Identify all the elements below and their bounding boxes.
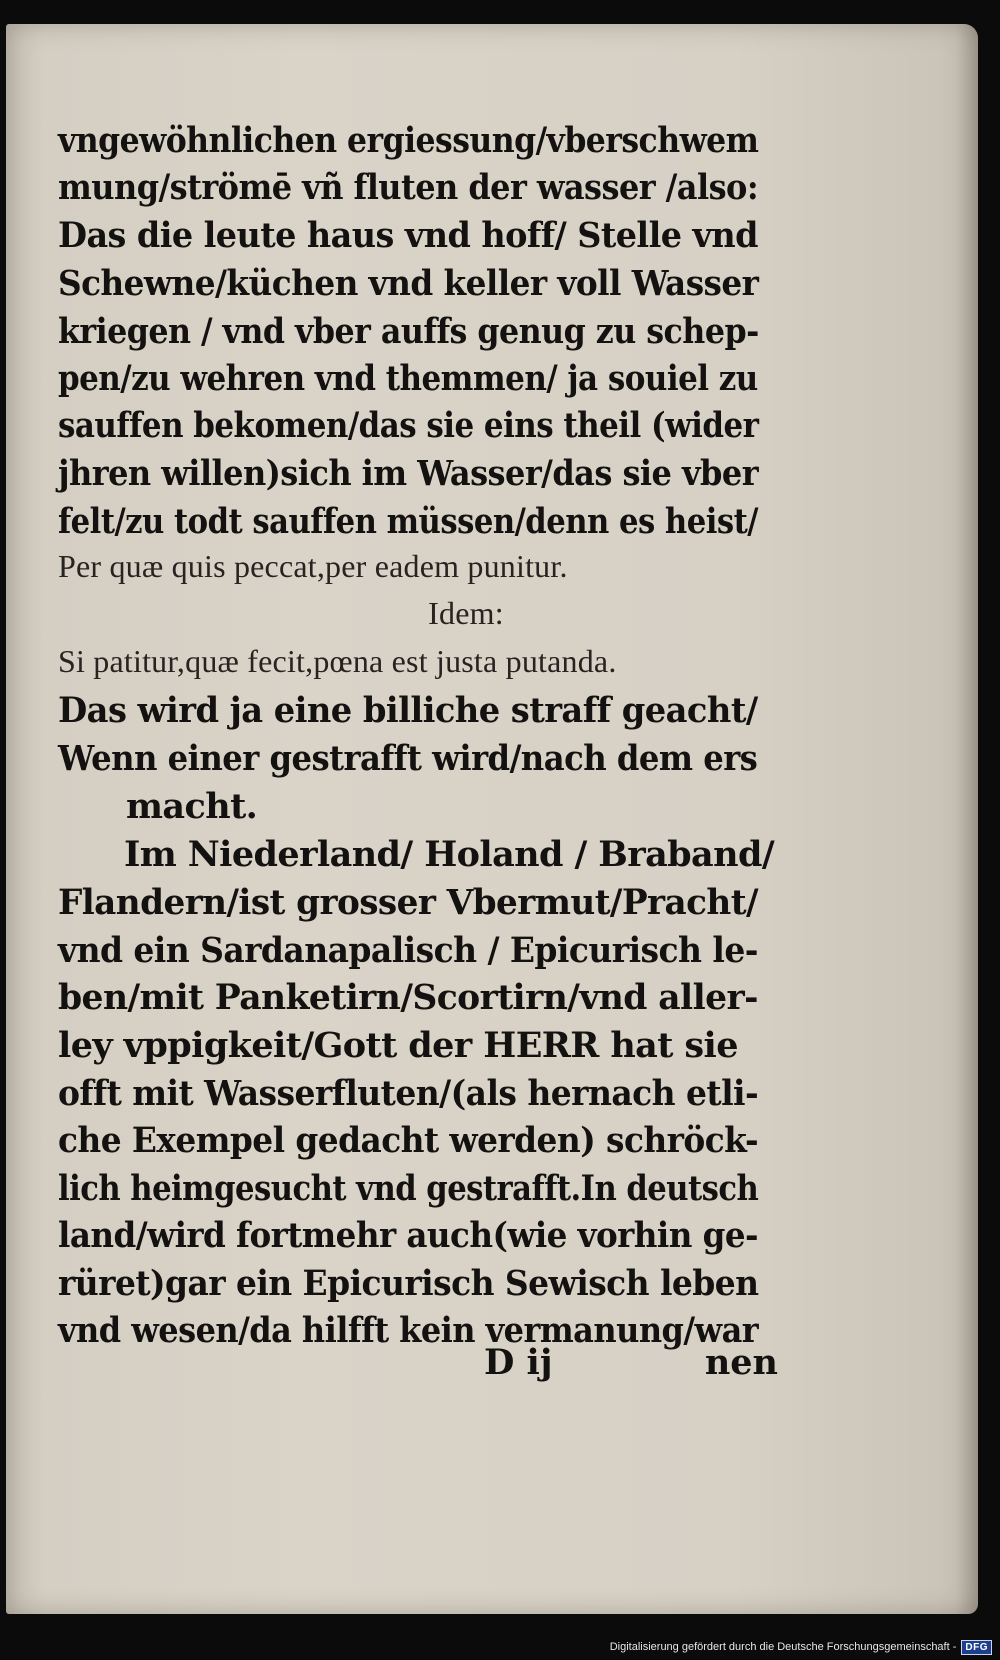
paragraph-line: ley vppigkeit/Gott der HERR hat sie bbox=[58, 1025, 738, 1066]
text-line: Das die leute haus vnd hoff/ Stelle vnd bbox=[58, 215, 758, 256]
digitization-credit bbox=[610, 1638, 992, 1656]
text-line: vngewöhnlichen ergiessung/vberschwem bbox=[58, 120, 759, 161]
text-line: Schewne/küchen vnd keller voll Wasser bbox=[58, 263, 759, 304]
text-line: sauffen bekomen/das sie eins theil (wider bbox=[58, 405, 759, 446]
verse-line: Das wird ja eine billiche straff geacht/ bbox=[58, 690, 758, 731]
paragraph-line: rüret)gar ein Epicurisch Sewisch leben bbox=[58, 1263, 759, 1304]
paragraph-line: vnd ein Sardanapalisch / Epicurisch le- bbox=[58, 930, 758, 971]
signature-mark: D ij bbox=[484, 1342, 553, 1383]
paragraph-line: che Exempel gedacht werden) schröck- bbox=[58, 1120, 759, 1161]
verse-line: macht. bbox=[126, 786, 258, 827]
credit-text: Digitalisierung gefördert durch die Deutsche Forschungsgemeinschaft - bbox=[609, 1641, 957, 1653]
catchword: nen bbox=[704, 1342, 778, 1383]
paragraph-line: land/wird fortmehr auch(wie vorhin ge- bbox=[58, 1215, 758, 1256]
latin-quote-2: Si patitur,quæ fecit,pœna est justa putanda. bbox=[58, 643, 617, 679]
paragraph-line: ben/mit Panketirn/Scortirn/vnd aller- bbox=[58, 977, 758, 1018]
idem-heading: Idem: bbox=[428, 595, 504, 631]
text-line: felt/zu todt sauffen müssen/denn es heist/ bbox=[58, 501, 758, 542]
dfg-logo-icon: DFG bbox=[961, 1640, 992, 1655]
latin-quote-1: Per quæ quis peccat,per eadem punitur. bbox=[58, 548, 568, 584]
paragraph-line: Im Niederland/ Holand / Braband/ bbox=[124, 834, 775, 875]
page-foot bbox=[58, 1342, 778, 1392]
paragraph-line: lich heimgesucht vnd gestrafft.In deutsch bbox=[58, 1168, 759, 1209]
paragraph-line: Flandern/ist grosser Vbermut/Pracht/ bbox=[58, 882, 758, 923]
paragraph-line: vnd wesen/da hilfft kein vermanung/war bbox=[58, 1310, 759, 1351]
text-line: kriegen / vnd vber auffs genug zu schep- bbox=[58, 311, 759, 352]
verse-line: Wenn einer gestrafft wird/nach dem ers bbox=[58, 738, 758, 779]
paragraph-line: offt mit Wasserfluten/(als hernach etli- bbox=[58, 1073, 759, 1114]
text-line: jhren willen)sich im Wasser/das sie vber bbox=[58, 453, 759, 494]
book-page bbox=[6, 24, 978, 1614]
text-line: pen/zu wehren vnd themmen/ ja souiel zu bbox=[58, 358, 758, 399]
text-line: mung/strömē vñ fluten der wasser /also: bbox=[58, 167, 759, 208]
